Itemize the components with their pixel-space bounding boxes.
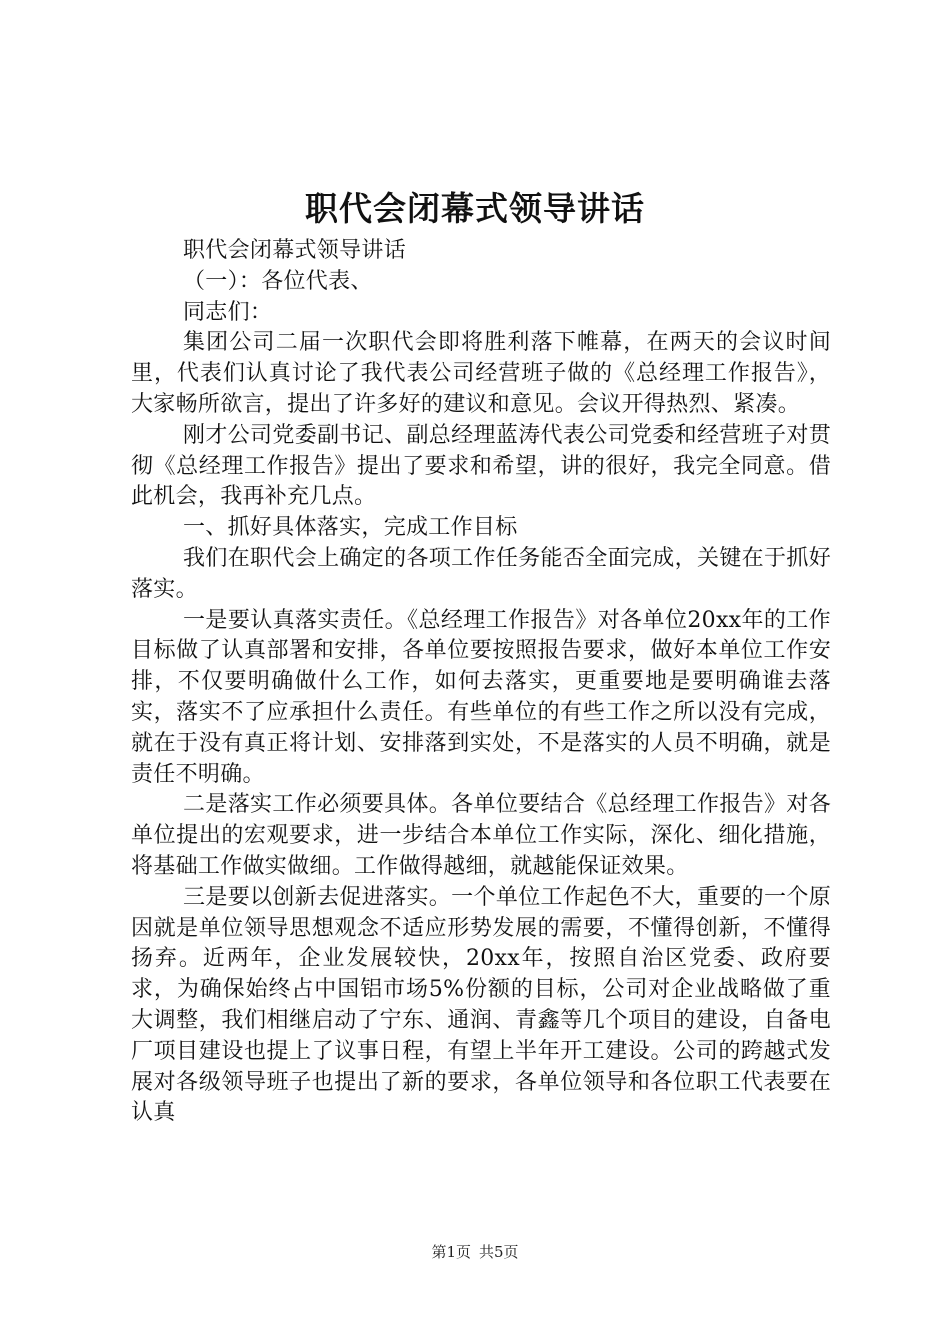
paragraph: 二是落实工作必须要具体。各单位要结合《总经理工作报告》对各单位提出的宏观要求，进一步结合本单位工作实际，深化、细化措施，将基础工作做实做细。工作做得越细，就越能保证效果。	[131, 792, 831, 879]
page-number: 第1页	[431, 1243, 471, 1261]
page-footer	[0, 1242, 950, 1262]
paragraph: 一是要认真落实责任。《总经理工作报告》对各单位20xx年的工作目标做了认真部署和安排，各单位要按照报告要求，做好本单位工作安排，不仅要明确做什么工作，如何去落实，更重要地是要明确谁去落实，落实不了应承担什么责任。有些单位的有些工作之所以没有完成，就在于没有真正将计划、安排落到实处，不是落实的人员不明确，就是责任不明确。	[131, 607, 831, 787]
page-total: 共5页	[479, 1243, 519, 1261]
document-body	[131, 236, 831, 1129]
paragraph: 职代会闭幕式领导讲话	[183, 238, 407, 263]
paragraph: 集团公司二届一次职代会即将胜利落下帷幕，在两天的会议时间里，代表们认真讨论了我代表公司经营班子做的《总经理工作报告》，大家畅所欲言，提出了许多好的建议和意见。会议开得热烈、紧凑。	[131, 330, 831, 417]
paragraph: （一）：各位代表、	[183, 268, 373, 294]
paragraph: 三是要以创新去促进落实。一个单位工作起色不大，重要的一个原因就是单位领导思想观念不适应形势发展的需要，不懂得创新，不懂得扬弃。近两年，企业发展较快，20xx年，按照自治区党委、政府要求，为确保始终占中国铝市场5%份额的目标，公司对企业战略做了重大调整，我们相继启动了宁东、通润、青鑫等几个项目的建设，自备电厂项目建设也提上了议事日程，有望上半年开工建设。公司的跨越式发展对各级领导班子也提出了新的要求，各单位领导和各位职工代表要在认真	[131, 884, 831, 1126]
paragraph: 刚才公司党委副书记、副总经理蓝涛代表公司党委和经营班子对贯彻《总经理工作报告》提出了要求和希望，讲的很好，我完全同意。借此机会，我再补充几点。	[131, 422, 831, 510]
section-heading: 一、抓好具体落实，完成工作目标	[183, 515, 518, 541]
document-title: 职代会闭幕式领导讲话	[305, 189, 645, 228]
paragraph: 同志们：	[183, 299, 273, 325]
paragraph: 我们在职代会上确定的各项工作任务能否全面完成，关键在于抓好落实。	[131, 545, 831, 602]
